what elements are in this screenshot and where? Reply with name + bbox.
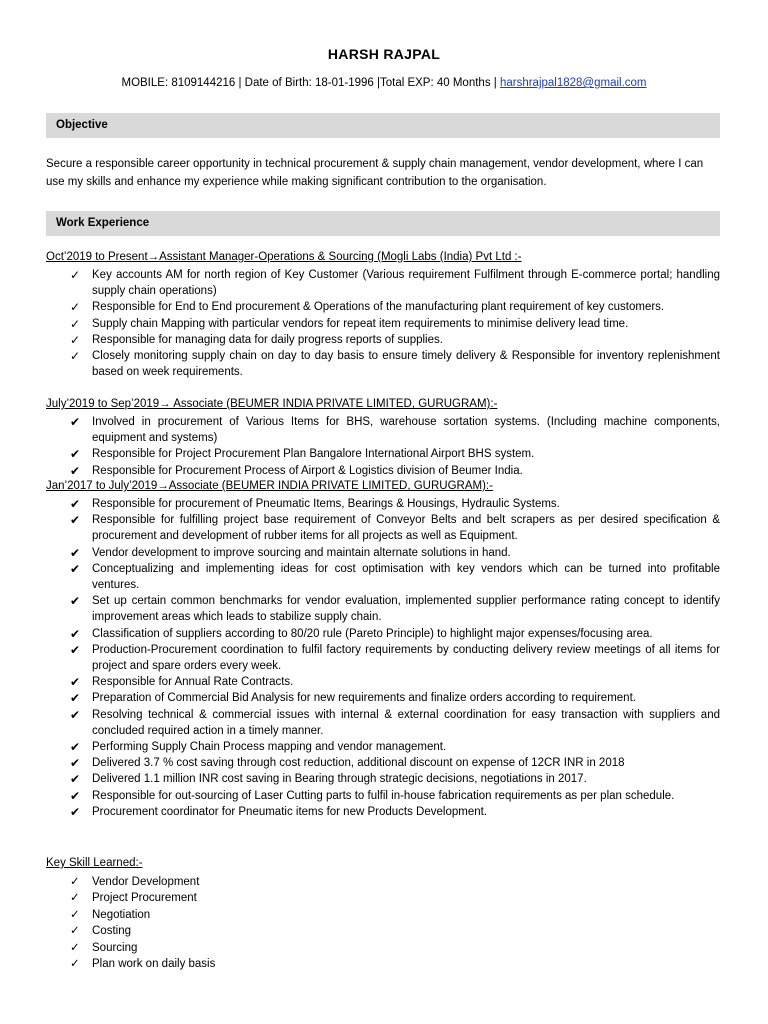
heavy-check-mark-icon: ✔ [70,463,81,478]
list-item: ✔ Procurement coordinator for Pneumatic items for new Products Development. [70,804,488,819]
list-item: ✔ Responsible for Project Procurement Plan Bangalore International Airport BHS system. [70,447,535,462]
check-mark-icon: ✓ [70,958,80,971]
list-item: ✔ Conceptualizing and implementing ideas for cost optimisation with key vendors which can be turned into profitable ventures. [70,561,720,592]
list-item: ✔ Performing Supply Chain Process mapping and vendor management. [70,740,447,755]
job-title-mogli: Oct’2019 to Present→Assistant Manager-Operations & Sourcing (Mogli Labs (India) Pvt Ltd :- [46,251,522,263]
job-bullets-beumer-2017 [46,496,720,820]
list-item: ✓ Sourcing [46,940,215,956]
list-item: ✔ Set up certain common benchmarks for vendor evaluation, implemented supplier performance rating concept to identify improvement areas which leads to stabilize supply chain. [70,594,720,624]
list-item: ✓ Project Procurement [46,890,215,906]
check-mark-icon: ✓ [70,941,80,954]
heavy-check-mark-icon: ✔ [70,626,81,641]
list-item: ✔ Responsible for Annual Rate Contracts. [70,675,294,690]
list-item: ✔ Involved in procurement of Various Items for BHS, warehouse sortation systems. (Including machine components, equipment and systems) [70,415,720,445]
objective-text: Secure a responsible career opportunity in technical procurement & supply chain management, vendor development, where I can use my skills and enhance my experience while making significant contribution to the organisation. [46,158,704,188]
list-item: ✔ Responsible for fulfilling project base requirement of Conveyor Belts and belt scrapers as per desired specification & procurement and development of rubber items for all projects as well as Equipment. [70,513,720,543]
heavy-check-mark-icon: ✔ [70,447,81,462]
list-item: ✔ Production-Procurement coordination to fulfil factory requirements by conducting delivery review meetings of all items for project and spare orders every week. [70,642,720,673]
job-title-beumer-associate-2017: Jan’2017 to July’2019→Associate (BEUMER INDIA PRIVATE LIMITED, GURUGRAM):- [46,480,493,492]
check-mark-icon: ✓ [70,332,81,347]
check-mark-icon: ✓ [70,316,81,331]
candidate-name: HARSH RAJPAL [327,46,441,62]
check-mark-icon: ✓ [70,300,81,315]
list-item: ✔ Delivered 1.1 million INR cost saving in Bearing through strategic decisions, negotiations in 2017. [70,772,587,787]
job-bullets-beumer-2019 [46,414,720,479]
heavy-check-mark-icon: ✔ [70,497,81,511]
heavy-check-mark-icon: ✔ [70,545,81,560]
heavy-check-mark-icon: ✔ [70,561,81,576]
heavy-check-mark-icon: ✔ [70,415,81,429]
check-mark-icon: ✓ [70,908,80,921]
key-skills-heading: Key Skill Learned:- [46,857,143,869]
check-mark-icon: ✓ [70,892,80,905]
list-item: ✓ Costing [46,923,215,939]
heavy-check-mark-icon: ✔ [70,740,81,755]
list-item: ✔ Responsible for procurement of Pneumatic Items, Bearings & Housings, Hydraulic Systems. [70,497,560,511]
list-item: ✓ Negotiation [46,907,215,923]
heavy-check-mark-icon: ✔ [70,772,81,787]
check-mark-icon: ✓ [70,876,80,888]
work-experience-heading: Work Experience [46,211,720,236]
list-item: ✓ Key accounts AM for north region of Key Customer (Various requirement Fulfilment through E-commerce portal; handling supply chain operations) [70,268,720,298]
list-item: ✔ Delivered 3.7 % cost saving through cost reduction, additional discount on expense of 12CR INR in 2018 [70,756,625,771]
job-title-beumer-associate-2019: July’2019 to Sep’2019→ Associate (BEUMER INDIA PRIVATE LIMITED, GURUGRAM):- [46,398,498,410]
heavy-check-mark-icon: ✔ [70,707,81,722]
check-mark-icon: ✓ [70,349,81,364]
list-item: ✓ Vendor Development [46,874,215,890]
heavy-check-mark-icon: ✔ [70,642,81,657]
check-mark-icon: ✓ [70,268,81,282]
key-skills-list [46,874,215,972]
heavy-check-mark-icon: ✔ [70,788,81,803]
list-item: ✔ Resolving technical & commercial issues with internal & external coordination for easy transaction with suppliers and concluded required action in a timely manner. [70,707,720,737]
list-item: ✓ Responsible for managing data for daily progress reports of supplies. [70,332,443,347]
email-link[interactable]: harshrajpal1828@gmail.com [499,77,647,89]
list-item: ✔ Preparation of Commercial Bid Analysis for new requirements and finalize orders according to requirement. [70,691,636,706]
heavy-check-mark-icon: ✔ [70,594,81,609]
list-item: ✓ Closely monitoring supply chain on day to day basis to ensure timely delivery & Responsible for inventory replenishment based on week requirements. [70,349,720,379]
heavy-check-mark-icon: ✔ [70,675,81,690]
list-item: ✔ Responsible for out-sourcing of Laser Cutting parts to fulfil in-house fabrication requirements as per plan schedule. [70,788,675,803]
heavy-check-mark-icon: ✔ [70,804,81,819]
list-item: ✔ Vendor development to improve sourcing and maintain alternate solutions in hand. [70,545,511,560]
contact-line [0,77,768,89]
contact-details: MOBILE: 8109144216 | Date of Birth: 18-01-1996 |Total EXP: 40 Months | [121,77,500,89]
heavy-check-mark-icon: ✔ [70,756,81,771]
heavy-check-mark-icon: ✔ [70,691,81,706]
list-item: ✓ Responsible for End to End procurement & Operations of the manufacturing plant requirement of key customers. [70,300,665,315]
list-item: ✓ Plan work on daily basis [46,956,215,972]
list-item: ✓ Supply chain Mapping with particular vendors for repeat item requirements to minimise delivery lead time. [70,316,629,331]
job-bullets-mogli [46,267,720,380]
heavy-check-mark-icon: ✔ [70,513,81,528]
list-item: ✔ Responsible for Procurement Process of Airport & Logistics division of Beumer India. [70,463,523,478]
list-item: ✔ Classification of suppliers according to 80/20 rule (Pareto Principle) to highlight major expenses/focusing area. [70,626,653,641]
objective-heading: Objective [46,113,720,138]
check-mark-icon: ✓ [70,925,80,938]
